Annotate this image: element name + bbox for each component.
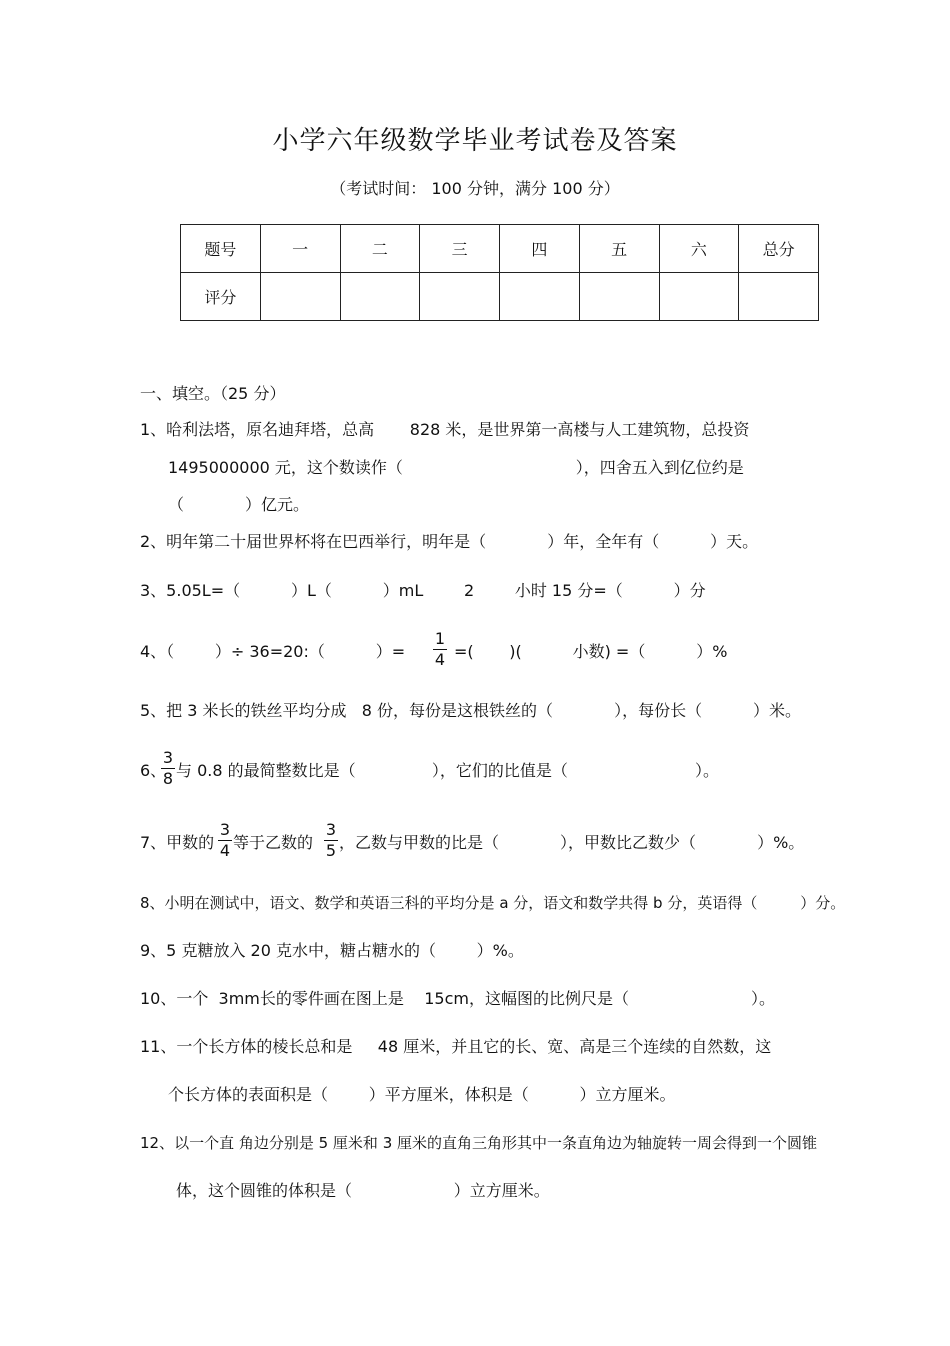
question-6-prefix: 6、: [140, 761, 167, 780]
score-cell: [659, 273, 739, 321]
question-1-line-1: 1、哈利法塔，原名迪拜塔，总高 828 米，是世界第一高楼与人工建筑物，总投资: [140, 420, 750, 439]
header-cell: 总分: [739, 225, 819, 273]
header-cell: 二: [340, 225, 420, 273]
question-7-part-a: 7、甲数的: [140, 833, 215, 852]
score-table: [180, 224, 819, 321]
question-7-part-c: ，乙数与甲数的比是（ ），甲数比乙数少（ ）%。: [339, 833, 805, 852]
score-cell: [260, 273, 340, 321]
header-cell: 五: [579, 225, 659, 273]
question-7-part-b: 等于乙数的: [233, 833, 314, 852]
score-cell: [420, 273, 500, 321]
header-cell: 一: [260, 225, 340, 273]
question-11-line-1: 11、一个长方体的棱长总和是 48 厘米，并且它的长、宽、高是三个连续的自然数，这: [140, 1037, 772, 1056]
question-11-line-2: 个长方体的表面积是（ ）平方厘米，体积是（ ）立方厘米。: [168, 1085, 676, 1104]
question-8: 8、小明在测试中，语文、数学和英语三科的平均分是 a 分，语文和数学共得 b 分，英语得（ ）分。: [140, 894, 846, 912]
fraction-three-eighths: [161, 749, 175, 788]
score-table-header-row: [181, 225, 819, 273]
fraction-three-quarters: [218, 821, 232, 860]
question-9: 9、5 克糖放入 20 克水中，糖占糖水的（ ）%。: [140, 941, 524, 960]
question-5: 5、把 3 米长的铁丝平均分成 8 份，每份是这根铁丝的（ ），每份长（ ）米。: [140, 701, 801, 720]
page-title: 小学六年级数学毕业考试卷及答案: [272, 126, 678, 156]
question-10: 10、一个 3mm长的零件画在图上是 15cm，这幅图的比例尺是（ ）。: [140, 989, 776, 1008]
fraction-numerator: 3: [219, 820, 231, 839]
fraction-numerator: 1: [434, 629, 446, 648]
fraction-numerator: 3: [325, 820, 337, 839]
question-3: 3、5.05L=（ ）L（ ）mL 2 小时 15 分=（ ）分: [140, 581, 706, 600]
section-heading: 一、填空。（25 分）: [140, 384, 286, 403]
question-4-part-a: 4、（ ）÷ 36=20:（ ）=: [140, 642, 406, 661]
score-cell: [739, 273, 819, 321]
fraction-denominator: 4: [434, 650, 446, 669]
question-4-part-b: =( )( 小数) =（ ）%: [454, 642, 728, 661]
question-1-line-3: （ ）亿元。: [168, 495, 310, 514]
header-cell: 四: [500, 225, 580, 273]
score-cell: [500, 273, 580, 321]
question-12-line-1: 12、以一个直 角边分别是 5 厘米和 3 厘米的直角三角形其中一条直角边为轴旋转一周会得到一个圆锥: [140, 1134, 818, 1152]
header-cell: 六: [659, 225, 739, 273]
question-6-text: 与 0.8 的最简整数比是（ ），它们的比值是（ ）。: [176, 761, 720, 780]
fraction-denominator: 5: [325, 841, 337, 860]
fraction-numerator: 3: [162, 748, 174, 767]
exam-info: （考试时间： 100 分钟，满分 100 分）: [330, 179, 620, 198]
fraction-denominator: 4: [219, 841, 231, 860]
row-label: 评分: [181, 273, 261, 321]
score-cell: [579, 273, 659, 321]
question-12-line-2: 体，这个圆锥的体积是（ ）立方厘米。: [176, 1181, 550, 1200]
fraction-denominator: 8: [162, 769, 174, 788]
question-1-line-2: 1495000000 元，这个数读作（ ），四舍五入到亿位约是: [168, 458, 744, 477]
header-cell: 题号: [181, 225, 261, 273]
score-cell: [340, 273, 420, 321]
question-2: 2、明年第二十届世界杯将在巴西举行，明年是（ ）年，全年有（ ）天。: [140, 532, 759, 551]
fraction-one-quarter: [433, 630, 447, 669]
score-table-score-row: [181, 273, 819, 321]
fraction-three-fifths: [324, 821, 338, 860]
header-cell: 三: [420, 225, 500, 273]
